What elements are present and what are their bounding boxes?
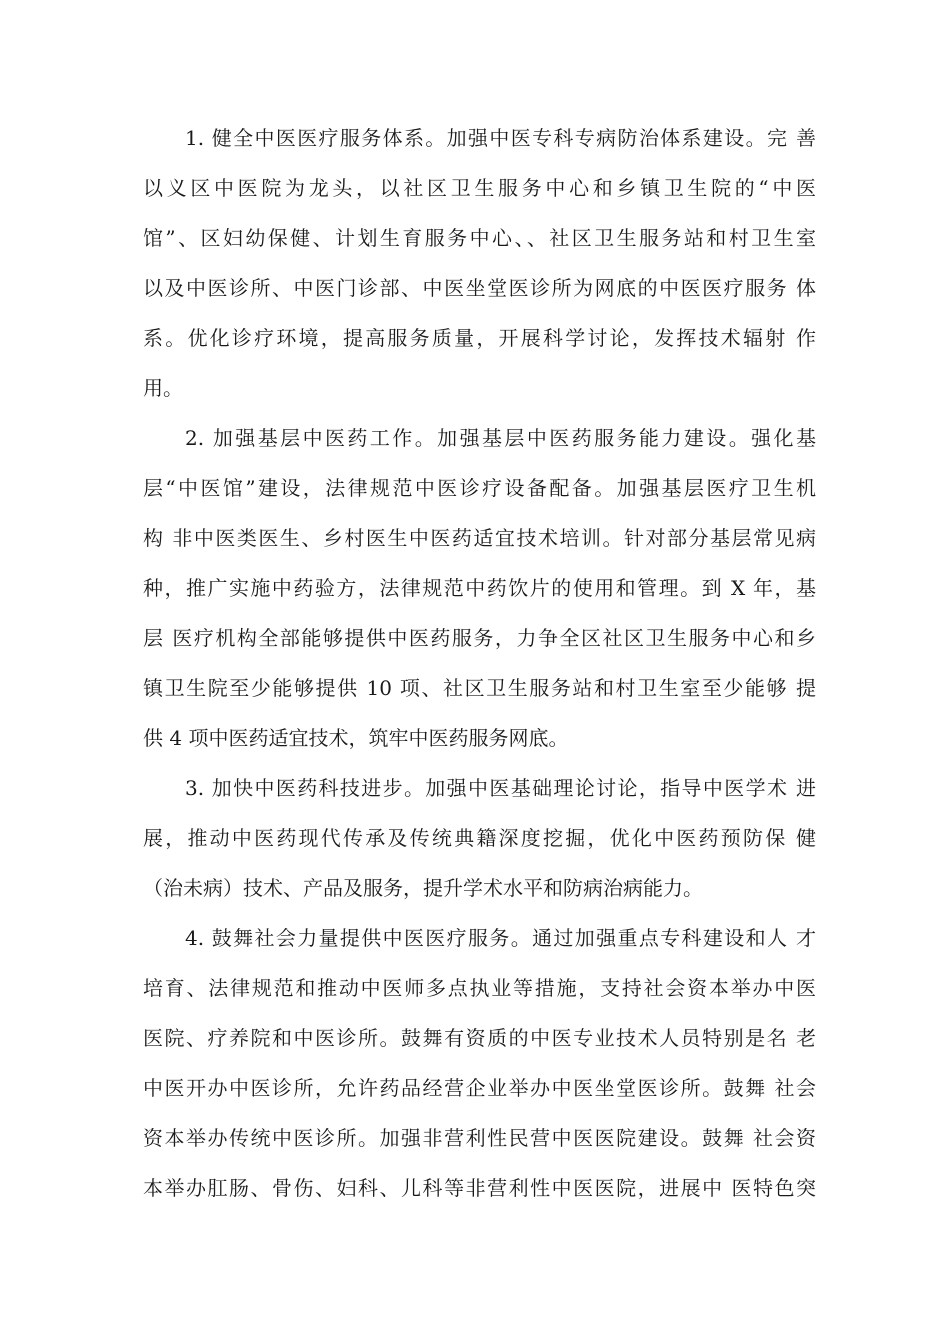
paragraph-2 xyxy=(143,413,816,763)
text-line: 层 医疗机构全部能够提供中医药服务，力争全区社区卫生服务中心和乡 xyxy=(143,626,816,650)
text-line: 系。优化诊疗环境，提高服务质量，开展科学讨论，发挥技术辐射 作 xyxy=(143,326,816,350)
text-line: 4. 鼓舞社会力量提供中医医疗服务。通过加强重点专科建设和人 才 xyxy=(185,926,816,950)
text-line: 以义区中医院为龙头，以社区卫生服务中心和乡镇卫生院的“中医 xyxy=(143,176,816,200)
text-line: 3. 加快中医药科技进步。加强中医基础理论讨论，指导中医学术 进 xyxy=(185,776,816,800)
text-line: 1. 健全中医医疗服务体系。加强中医专科专病防治体系建设。完 善 xyxy=(185,126,816,150)
text-line: 镇卫生院至少能够提供 10 项、社区卫生服务站和村卫生室至少能够 提 xyxy=(143,676,816,700)
text-line: 以及中医诊所、中医门诊部、中医坐堂医诊所为网底的中医医疗服务 体 xyxy=(143,276,816,300)
text-line: 2. 加强基层中医药工作。加强基层中医药服务能力建设。强化基 xyxy=(185,426,816,450)
text-line: 馆”、区妇幼保健、计划生育服务中心、、社区卫生服务站和村卫生室 xyxy=(143,226,816,250)
text-line: 供 4 项中医药适宜技术，筑牢中医药服务网底。 xyxy=(143,726,569,750)
text-line: 展，推动中医药现代传承及传统典籍深度挖掘，优化中医药预防保 健 xyxy=(143,826,816,850)
text-line: 层“中医馆”建设，法律规范中医诊疗设备配备。加强基层医疗卫生机 xyxy=(143,476,816,500)
paragraph-3 xyxy=(143,763,816,913)
paragraph-4 xyxy=(143,913,816,1213)
text-line: 培育、法律规范和推动中医师多点执业等措施，支持社会资本举办中医 xyxy=(143,976,816,1000)
text-line: 资本举办传统中医诊所。加强非营利性民营中医医院建设。鼓舞 社会资 xyxy=(143,1126,816,1150)
paragraph-1 xyxy=(143,113,816,413)
document-page xyxy=(143,113,816,1213)
text-line: 医院、疗养院和中医诊所。鼓舞有资质的中医专业技术人员特别是名 老 xyxy=(143,1026,816,1050)
text-line: 本举办肛肠、骨伤、妇科、儿科等非营利性中医医院，进展中 医特色突 xyxy=(143,1176,816,1200)
text-line: 构 非中医类医生、乡村医生中医药适宜技术培训。针对部分基层常见病 xyxy=(143,526,816,550)
text-line: 种，推广实施中药验方，法律规范中药饮片的使用和管理。到 X 年，基 xyxy=(143,576,816,600)
text-line: 中医开办中医诊所，允许药品经营企业举办中医坐堂医诊所。鼓舞 社会 xyxy=(143,1076,816,1100)
text-line: （治未病）技术、产品及服务，提升学术水平和防病治病能力。 xyxy=(143,876,703,900)
text-line: 用。 xyxy=(143,376,183,400)
